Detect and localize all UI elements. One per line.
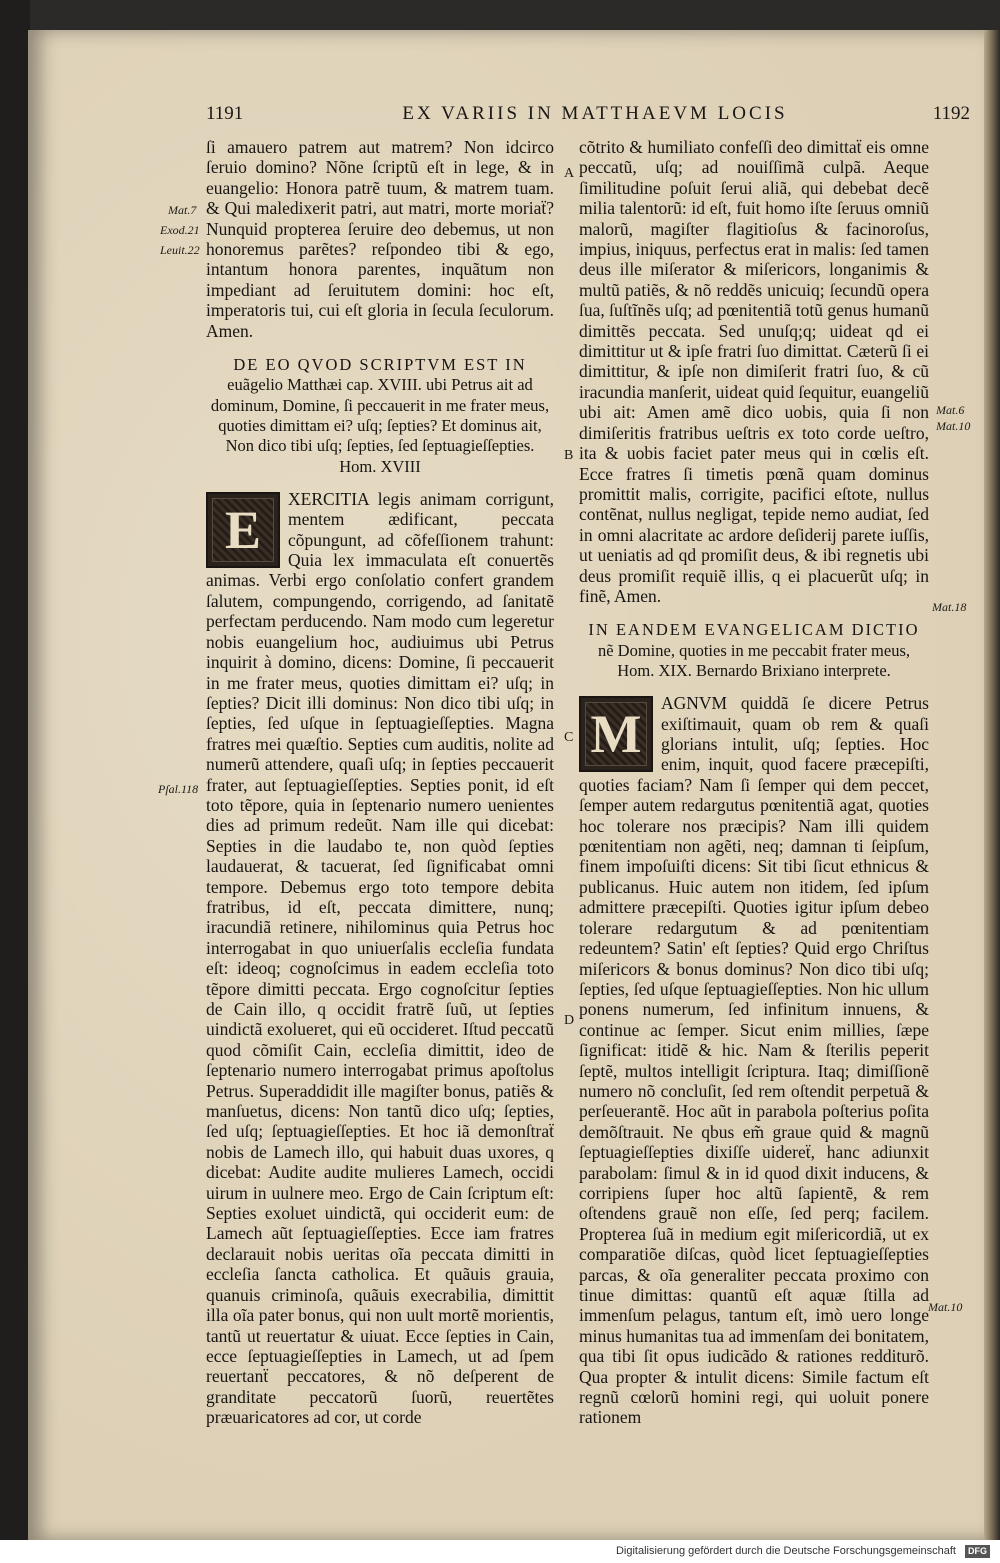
homily-19-title — [579, 620, 929, 681]
homily-18-title — [206, 355, 554, 477]
homily-18-title-rest: euãgelio Matthæi cap. XVIII. ubi Petrus ait ad dominum, Domine, ſi peccauerit in me frater meus, quoties dimittam ei? uſq; ſepties? Et dominus ait, Non dico tibi uſq; ſepties, ſed ſeptuagieſſepties. — [210, 375, 550, 456]
left-paragraph-1: ſi amauero patrem aut matrem? Non idcirco ſeruio domino? Nõne ſcriptũ eſt in lege, & in euangelio: Honora patrẽ tuum, & matrem tuam. & Qui maledixerit patri, aut matri, morte moriaẗ? Nunquid propterea ſeruire deo debemus, ut non honoremus parẽtes? reſpondeo tibi & ego, intantum honora parentes, inquãtum non impediant ad ſeruitutem domini: hoc eſt, imperatoris tui, cui eſt gloria in ſecula ſeculorum. Amen. — [206, 137, 554, 341]
scan-background — [0, 0, 30, 1563]
drop-cap-letter: E — [224, 499, 262, 560]
margin-note: Mat.18 — [932, 600, 967, 614]
right-paragraph-2: AGNVM quiddã ſe dicere Petrus exiſtimauit, quam ob rem & quaſi glorians intulit, uſq; ſepties. Hoc enim, inquit, quod facere præcepiſti, quoties faciam? Nam ſi ſemper qui dem peccet, ſemper autem redargutus pœnitentiã agat, quoties hoc tolerare nos præcipis? Nam illi quidem pœnitentiam non agẽti, neq; damnan ti ſeipſum, finem impoſuiſti dicens: Sit tibi ſicut ethnicus & publicanus. Huic autem non itidem, ſed ipſum admittere præcepiſti. Quoties igitur ipſum debeo tolerare redargutum & ad pœnitentiam redeuntem? Satin' eſt ſepties? Quid ergo Chriſtus miſericors & bonus dominus? Non dico tibi uſq; ſepties, ſed uſque ſeptuagieſſepties. Non hic ullum ponens numerum, ſed infinitum innuens, & continue ac ſemper. Sicut enim millies, ſæpe ſignificat: itidẽ & hic. Nam & ſterilis peperit ſeptẽ, multos intelligit ſcriptura. Itaq; dimiſſionẽ numero nõ concluſit, ſed rem oſtendit perpetuã & perſeuerantẽ. Hoc aũt in parabola poſterius poſita demõſtrauit. Ne qbus em̃ graue quid & magnũ ſeptuagieſſepties dixiſſe uidereẗ, hanc adiunxit parabolam: ſimul & in id quod dixit inducens, & corripiens ſuper hoc altũ ſapientẽ, & rem oſtendens grauẽ non eſſe, ſed perq; facilem. Propterea ſuã in medium egit miſericordiã, ut ex comparatiõe diſcas, quòd licet ſeptuagieſſepties parcas, & oĩa generaliter peccata proximo con tinue dimittas: quantũ eſt aquæ ſtilla ad immenſum pelagus, tantum eſt, imò uero longe minus humanitas tua ad immenſam dei bonitatem, qua tibi ſit opus iudicãdo & rationes redditurõ. Qua propter & intulit dicens: Simile factum eſt regnũ cœlorũ homini regi, qui uoluit ponere rationem — [579, 693, 929, 1428]
margin-note: Pſal.118 — [158, 782, 199, 796]
margin-note: Exod.21 — [160, 223, 200, 237]
margin-note: Mat.10 — [936, 419, 971, 433]
page-header — [206, 103, 984, 133]
section-letter: D — [564, 1013, 575, 1028]
section-letter: C — [564, 730, 574, 745]
homily-19-title-caps: IN EANDEM EVANGELICAM DICTIO — [588, 620, 920, 640]
book-binding-edge — [984, 30, 1000, 1540]
drop-cap-e — [206, 492, 280, 568]
right-paragraph-1: cõtrito & humiliato confeſſi deo dimittaẗ eis omne peccatũ, uſq; ad nouiſſimã culpã. Aeque ſimilitudine poſuit ſerui aliã, qui debebat decẽ milia talentorũ: id eſt, fuit homo iſte ſeruus omniũ malorũ, magiſter flagitioſus & facinoroſus, impius, iniquus, perfectus erat in malis: ſed tamen deus ille miſerator & miſericors, longanimis & multũ patiẽs, & nõ reddẽs unicuiq; ſecundũ opera ſua, ſuſtĩnẽs uſq; ad pœnitentiã totũ genus humanũ dimittẽs peccata. Sed unuſq;q; uideat qd ei dimittitur ut & ipſe fratri ſuo dimittat. Cæterũ ſi ei dimittitur, & ipſe non dimiſerit fratri ſuo, & cũ iracundia manſerit, uideat quid ſequitur, euangeliũ ubi ait: Amen amẽ dico uobis, quia ſi non dimiſeritis fratribus ueſtris ex toto corde ueſtro, ita & uobis faciet pater meus qui in cœlis eſt. Ecce fratres ſi timetis pœnã quam dominus promittit malis, corrigite, pacifici eſtote, nullus contẽnat, nullus negligat, tepide nemo audiat, ſed in omni alacritate ac ardore deſiderij parete iuſſis, ut ueniatis ad qd promiſit deus, & ibi regnetis ubi deus promiſit requiẽ illis, q ei placuerũt uſq; in finẽ, Amen. — [579, 137, 929, 606]
running-title: EX VARIIS IN MATTHAEVM LOCIS — [402, 103, 788, 124]
margin-note: Leuit.22 — [160, 243, 200, 257]
dfg-logo: DFG — [965, 1545, 990, 1558]
section-letter: B — [564, 448, 574, 463]
homily-19-title-rest: nẽ Domine, quoties in me peccabit frater meus, — [597, 640, 911, 660]
margin-note: Mat.6 — [936, 403, 965, 417]
margin-note: Mat.10 — [928, 1300, 963, 1314]
page-number-left: 1191 — [206, 103, 244, 124]
drop-cap-letter: M — [590, 704, 642, 765]
section-letter: A — [564, 166, 575, 181]
footer-text: Digitalisierung gefördert durch die Deutsche Forschungsgemeinschaft — [615, 1545, 956, 1557]
drop-cap-m — [579, 696, 653, 772]
homily-18-title-caps: DE EO QVOD SCRIPTVM EST IN — [233, 355, 527, 375]
digitization-footer — [0, 1540, 1000, 1563]
right-column — [579, 137, 929, 1428]
left-column — [206, 137, 554, 1428]
page-number-right: 1192 — [932, 103, 970, 124]
left-paragraph-2: XERCITIA legis animam corrigunt, mentem ædificant, peccata cõpungunt, ad cõfeſſionem trahunt: Quia lex immaculata eſt conuertẽs animas. Verbi ergo conſolatio confert grandem ſalutem, compungendo, corrigendo, ad ſanitatẽ perfectam perducendo. Nam modo cum legeretur nobis euangelium hoc, audiuimus ubi Petrus inquirit à domino, dicens: Domine, ſi peccauerit in me frater meus, quoties dimittam ei? uſq; in ſepties? Dicit illi dominus: Non dico tibi uſq; in ſepties, ſed uſque in ſeptuagieſſepties. Magna fratres mei quæſtio. Septies cum auditis, nolite ad numerũ attendere, quaſi uſq; in ſepties peccauerit frater, aut ſeptuagieſſepties. Septies ponit, id eſt toto tẽpore, quia in ſeptenario numero uenientes dies ad primum redeũt. Nam ille qui dicebat: Septies in die laudabo te, non quòd ſepties laudauerat, & tacuerat, ſed ſignificabat omni tempore. Debemus ergo toto tempore debita fratribus, id eſt, peccata dimittere, nunq; iracundiã retinere, nihilominus quia Petrus hoc interrogabat in quo uniuerſalis eccleſia fundata eſt: ideoq; cognoſcimus in eadem eccleſia toto tẽpore dimitti peccata. Ergo cognoſcitur ſepties de Cain illo, q occidit fratrẽ ſuũ, ut ſepties uindictã exolueret, qui eũ occideret. Iſtud peccatũ quod cõmiſit Cain, eccleſia dimittit, ideo de ſeptenario numero interrogabat primus apoſtolus Petrus. Superaddidit ille magiſter bonus, patiẽs & manſuetus, dicens: Non tantũ dico uſq; ſepties, ſed uſq; ſeptuagieſſepties. Et hoc iã demonſtraẗ nobis de Lamech illo, qui habuit duas uxores, q dicebat: Audite audite mulieres Lamech, occidi uirum in uulnere meo. Ergo de Cain ſcriptum eſt: Septies exoluet uindictã, qui occiderit eum: de Lamech aũt ſeptuagieſſepties. Ecce iam fratres declarauit nobis ueritas oĩa peccata dimitti in eccleſia ſancta catholica. Et quãuis grauia, quanuis criminoſa, quãuis execrabilia, dimittit illa oĩa pater bonus, qui non uult mortẽ morientis, tantũ ut reuertatur & uiuat. Ecce ſepties in Cain, ecce ſeptuagieſſepties in Lamech, ut ad ſpem reuertanẗ peccatores, & nõ deſperent de granditate peccatorũ ſuorũ, reuertẽtes præuaricatores ad cor, ut corde — [206, 488, 554, 1428]
margin-note: Mat.7 — [168, 203, 197, 217]
homily-19-label: Hom. XIX. Bernardo Brixiano interprete. — [617, 660, 891, 680]
homily-18-label: Hom. XVIII — [339, 456, 421, 476]
